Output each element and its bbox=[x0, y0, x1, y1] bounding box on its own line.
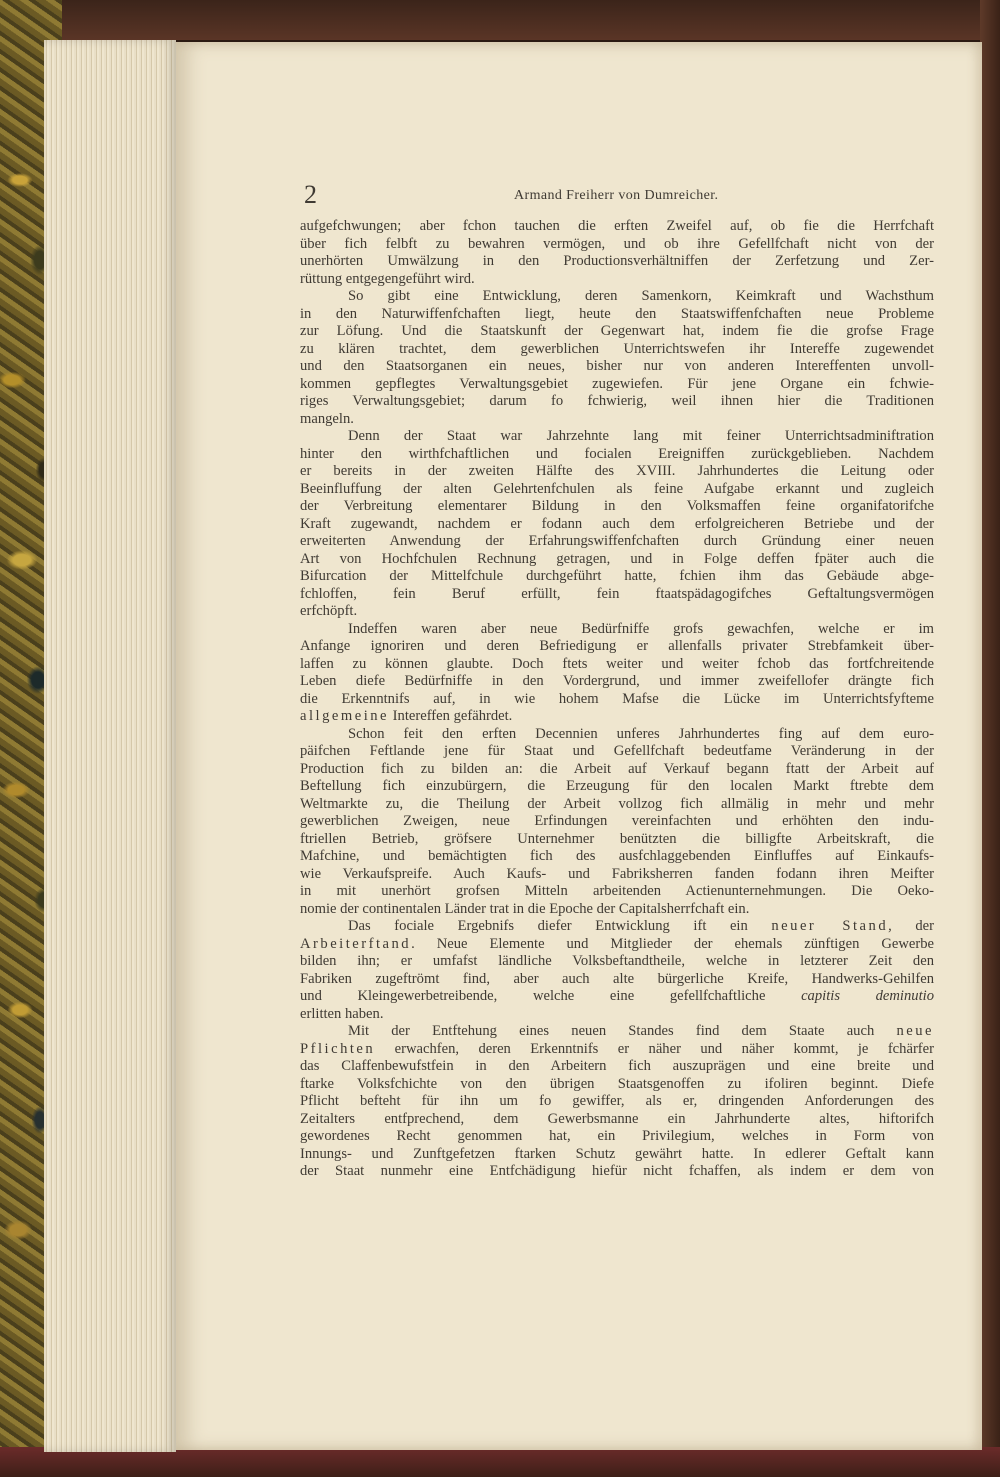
text-line: ftriellen Betrieb, gröfsere Unternehmer benützten die billigfte Arbeitskraft, die bbox=[300, 830, 934, 847]
spaced-emphasis: Arbeiterftand bbox=[300, 935, 412, 952]
italic-phrase: capitis deminutio bbox=[801, 988, 934, 1004]
page-header bbox=[304, 180, 944, 210]
text-line: kommen gepflegtes Verwaltungsgebiet zugewiefen. Für jene Organe ein fchwie- bbox=[300, 375, 934, 392]
page-block-edges bbox=[44, 40, 176, 1452]
text-line: und den Staatsorganen ein neues, bisher nur von anderen Intereffenten unvoll- bbox=[300, 358, 934, 374]
spaced-emphasis: Pflichten bbox=[300, 1040, 376, 1057]
text-line: Bifurcation der Mittelfchule durchgeführt hatte, fchien ihm das Gebäude abge- bbox=[300, 568, 934, 584]
text-line bbox=[300, 936, 934, 954]
text-line bbox=[300, 708, 934, 726]
text-line: Schon feit den erften Decennien unferes Jahrhundertes fing auf dem euro- bbox=[348, 725, 934, 742]
text-line: wie Verkaufspreife. Auch Kaufs- und Fabriksherren fanden fodann ihren Meifter bbox=[300, 865, 934, 882]
text-line: Beeinfluffung der alten Gelehrtenfchulen als feine Aufgabe erkannt und zugleich bbox=[300, 480, 934, 497]
text-segment: . Neue Elemente und Mitglieder der ehemals zünftigen Gewerbe bbox=[411, 935, 934, 952]
text-line: gewerblichen Zweigen, neue Erfindungen vereinfachten und erhöhten den indu- bbox=[300, 813, 934, 829]
text-line: päifchen Feftlande jene für Staat und Gefellfchaft bedeutfame Veränderung in der bbox=[300, 743, 934, 759]
text-line: erfchöpft. bbox=[300, 603, 358, 619]
text-line: Zeitalters entfprechend, dem Gewerbsmanne ein Jahrhunderte altes, hiftorifch bbox=[300, 1110, 934, 1127]
text-segment: erwachfen, deren Erkenntnifs er näher und näher kommt, je fchärfer bbox=[375, 1040, 934, 1057]
text-line: rüttung entgegengeführt wird. bbox=[300, 270, 475, 287]
text-segment: Mit der Entftehung eines neuen Standes find dem Staate auch bbox=[348, 1023, 897, 1039]
spaced-emphasis: neue bbox=[896, 1023, 934, 1039]
text-line: gewordenes Recht genommen hat, ein Privilegium, welches in Form von bbox=[300, 1128, 934, 1144]
text-line: laffen zu können glaubte. Doch ftets weiter und weiter fchob das fortfchreitende bbox=[300, 655, 934, 672]
text-line: das Claffenbewufstfein in den Arbeitern fich auszuprägen und eine breite und bbox=[300, 1058, 934, 1074]
text-line bbox=[300, 918, 934, 936]
text-segment: Das fociale Ergebnifs diefer Entwicklung ift ein bbox=[348, 918, 772, 934]
text-line: die Erkenntnifs auf, in wie hohem Mafse die Lücke im Unterrichtsfyfteme bbox=[300, 690, 934, 707]
body-text bbox=[300, 218, 934, 1181]
text-segment: und Kleingewerbetreibende, welche eine gefellfchaftliche bbox=[300, 988, 802, 1004]
text-line: ftarke Volksfchichte von den übrigen Staatsgenoffen zu ifoliren beginnt. Diefe bbox=[300, 1075, 934, 1092]
text-line: Indeffen waren aber neue Bedürfniffe grofs gewachfen, welche er im bbox=[348, 620, 934, 637]
text-line: hinter den wirthfchaftlichen und focialen Ereigniffen zurückgeblieben. Nachdem bbox=[300, 445, 934, 462]
text-line: der Verbreitung elementarer Bildung in den Volksmaffen feine organifatorifche bbox=[300, 498, 934, 514]
page-number: 2 bbox=[304, 180, 317, 209]
text-line: über fich felbft zu bewahren vermögen, und ob ihre Gefellfchaft nicht von der bbox=[300, 235, 934, 252]
text-segment: Intereffen gefährdet. bbox=[389, 708, 513, 724]
text-line: riges Verwaltungsgebiet; darum fo fchwierig, weil ihnen hier die Traditionen bbox=[300, 393, 934, 409]
text-line: Fabriken zugeftrömt find, aber auch alte bürgerliche Kreife, Handwerks-Gehilfen bbox=[300, 970, 934, 987]
text-line bbox=[300, 988, 934, 1006]
text-line: Innungs- und Zunftgefetzen ftarken Schutz gewährt hatte. In edlerer Geftalt kann bbox=[300, 1145, 934, 1162]
text-line: in den Naturwiffenfchaften liegt, heute den Staatswiffenfchaften neue Probleme bbox=[300, 305, 934, 322]
text-line: aufgefchwungen; aber fchon tauchen die erften Zweifel auf, ob fie die Herrfchaft bbox=[300, 218, 934, 234]
text-line: Pflicht befteht für ihn um fo gewiffer, als er, dringenden Anforderungen des bbox=[300, 1093, 934, 1109]
spaced-emphasis: allgemeine bbox=[300, 708, 390, 724]
spaced-emphasis: neuer Stand bbox=[771, 918, 889, 934]
text-line: So gibt eine Entwicklung, deren Samenkorn, Keimkraft und Wachsthum bbox=[348, 288, 934, 304]
text-line: erlitten haben. bbox=[300, 1005, 384, 1022]
text-line: mangeln. bbox=[300, 410, 354, 427]
text-line: Art von Hochfchulen Rechnung getragen, und in Folge deffen fpäter auch die bbox=[300, 550, 934, 567]
text-line: er bereits in der zweiten Hälfte des XVIII. Jahrhundertes die Leitung oder bbox=[300, 463, 934, 479]
text-line: zur Löfung. Und die Staatskunft der Gegenwart hat, indem fie die grofse Frage bbox=[300, 323, 934, 339]
text-line: erweiterten Anwendung der Erfahrungswiffenfchaften durch Gründung einer neuen bbox=[300, 533, 934, 549]
book-page bbox=[176, 42, 982, 1450]
text-segment: , der bbox=[888, 918, 934, 934]
text-line: der Staat nunmehr eine Entfchädigung hiefür nicht fchaffen, als indem er dem von bbox=[300, 1163, 934, 1179]
text-line bbox=[300, 1023, 934, 1041]
text-line: zu klären trachtet, dem gewerblichen Unterrichtswefen ihr Intereffe zugewendet bbox=[300, 340, 934, 357]
text-line: Mafchine, und bemächtigten fich des ausfchlaggebenden Einfluffes auf Einkaufs- bbox=[300, 848, 934, 864]
text-line: Leben diefe Bedürfniffe in den Vordergrund, und immer zweifellofer drängte fich bbox=[300, 673, 934, 689]
text-line: Anfange ignoriren und deren Befriedigung er allenfalls privater Strebfamkeit über- bbox=[300, 638, 934, 654]
text-line: bilden ihn; er umfafst ländliche Volksbeftandtheile, welche in letzterer Zeit den bbox=[300, 953, 934, 969]
text-line: Kraft zugewandt, nachdem er fodann auch dem erfolgreicheren Betriebe und der bbox=[300, 515, 934, 532]
book-cover-right bbox=[980, 0, 1000, 1477]
text-line: Beftellung fich einzubürgern, die Erzeugung für den localen Markt ftrebte dem bbox=[300, 778, 934, 794]
text-line: nomie der continentalen Länder trat in die Epoche der Capitalsherrfchaft ein. bbox=[300, 900, 750, 917]
text-line: Production fich zu bilden an: die Arbeit auf Verkauf begann ftatt der Arbeit auf bbox=[300, 760, 934, 777]
text-line: Denn der Staat war Jahrzehnte lang mit feiner Unterrichtsadminiftration bbox=[348, 428, 934, 444]
text-line bbox=[300, 1041, 934, 1059]
text-line: fchloffen, fein Beruf erfüllt, fein ftaatspädagogifches Geftaltungsvermögen bbox=[300, 585, 934, 602]
running-head: Armand Freiherr von Dumreicher. bbox=[514, 188, 719, 203]
text-line: unerhörten Umwälzung in den Productionsverhältniffen der Zerfetzung und Zer- bbox=[300, 253, 934, 269]
book-cover-top bbox=[0, 0, 1000, 40]
text-line: in mit unerhört grofsen Mitteln arbeitenden Actienunternehmungen. Die Oeko- bbox=[300, 883, 934, 899]
text-line: Weltmarkte zu, die Theilung der Arbeit vollzog fich allmälig in mehr und mehr bbox=[300, 795, 934, 812]
